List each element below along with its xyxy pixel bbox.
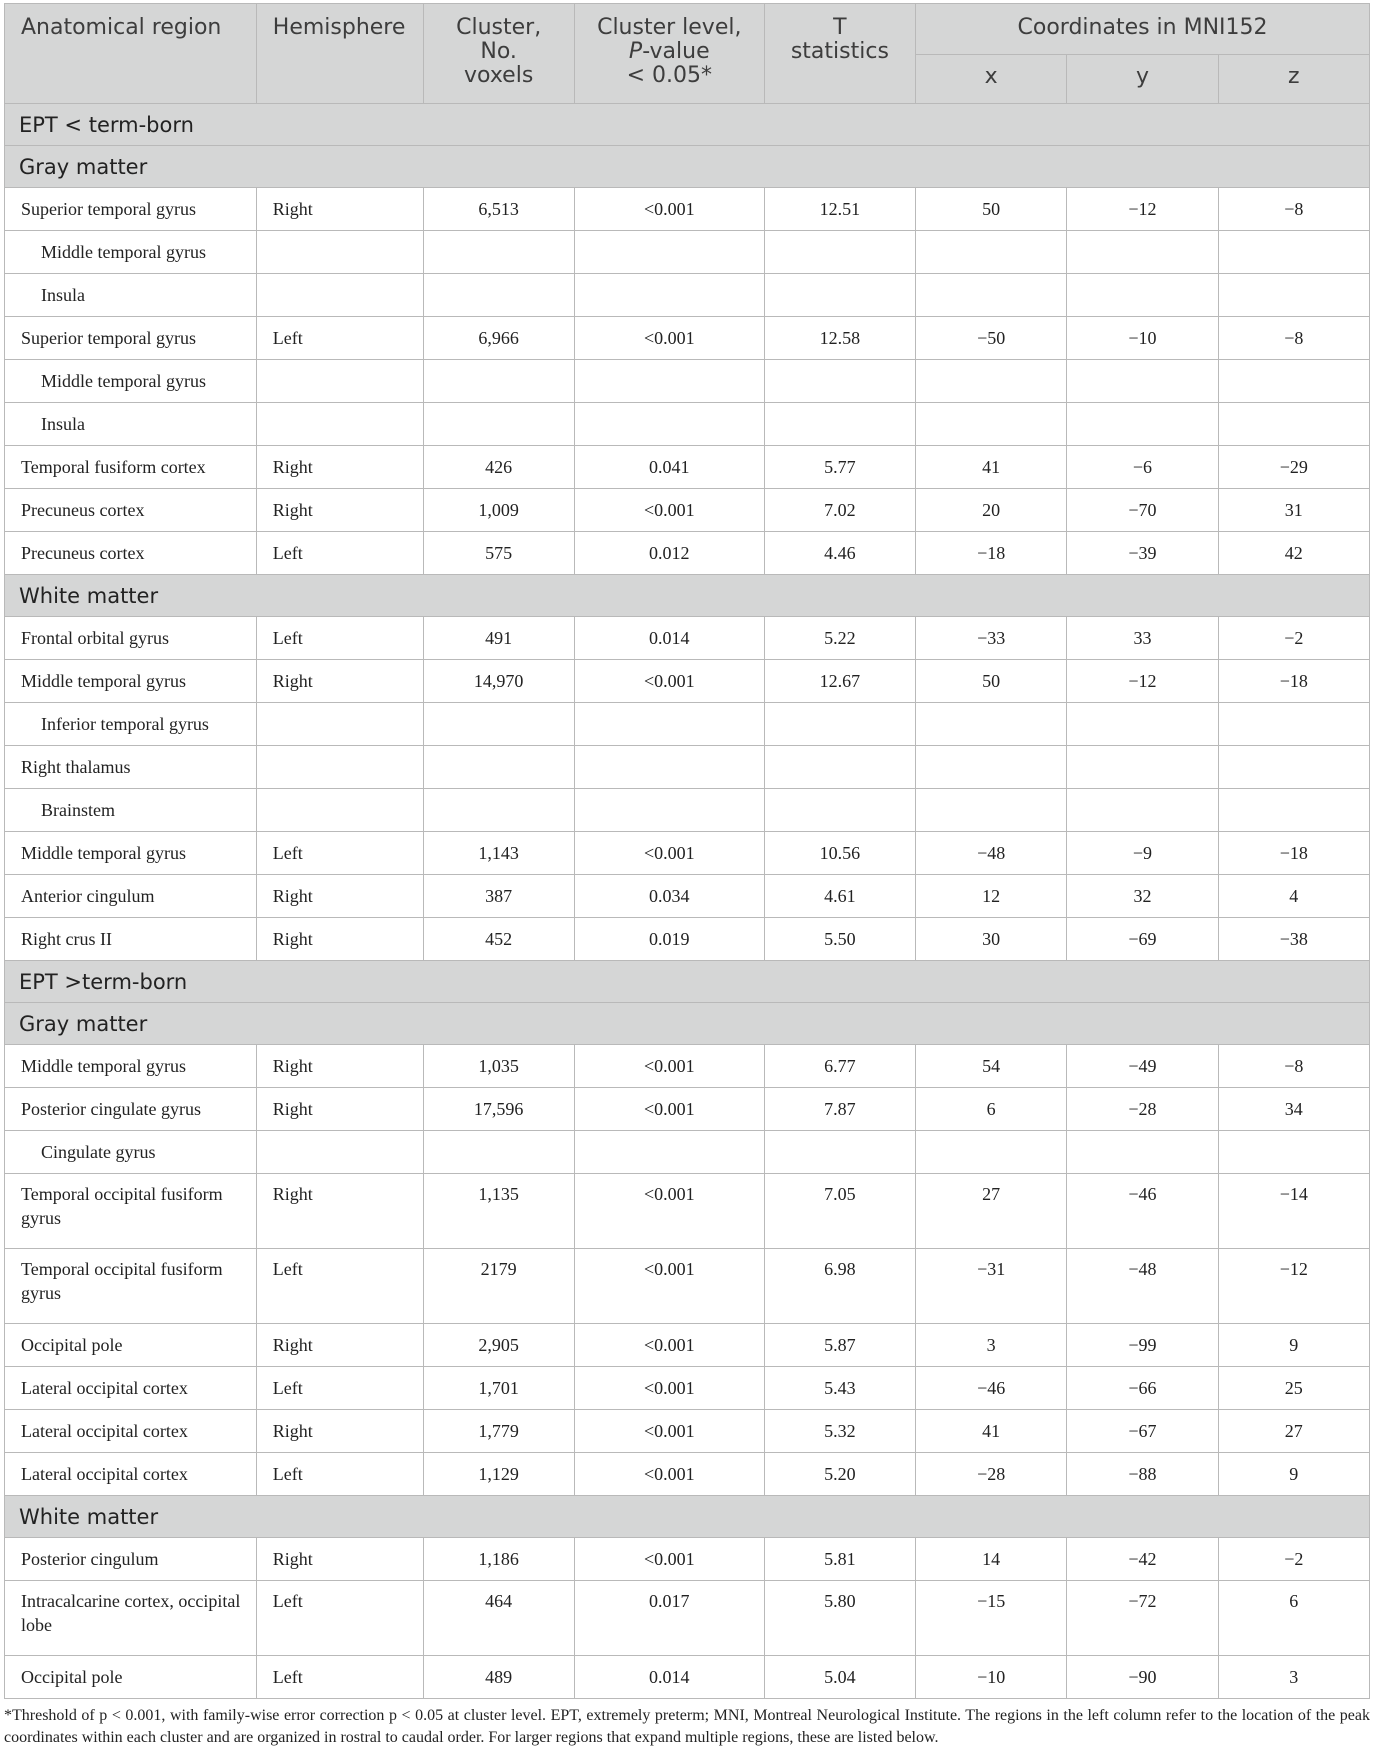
cell-cluster-voxels: 1,186 <box>423 1538 574 1581</box>
cell-anatomical-region: Insula <box>5 274 257 317</box>
cell-cluster-voxels <box>423 403 574 446</box>
cell-hemisphere: Right <box>256 1174 423 1249</box>
cell-anatomical-region: Intracalcarine cortex, occipital lobe <box>5 1581 257 1656</box>
header-cluster-voxels <box>423 4 574 104</box>
cell-anatomical-region: Lateral occipital cortex <box>5 1410 257 1453</box>
cell-x <box>916 703 1067 746</box>
cell-x <box>916 746 1067 789</box>
cell-p-value <box>574 703 764 746</box>
cell-t-statistic: 10.56 <box>764 832 915 875</box>
cell-anatomical-region: Lateral occipital cortex <box>5 1453 257 1496</box>
cell-anatomical-region: Right thalamus <box>5 746 257 789</box>
cell-hemisphere: Right <box>256 1324 423 1367</box>
cell-z <box>1218 403 1369 446</box>
cell-x: 20 <box>916 489 1067 532</box>
cell-cluster-voxels: 491 <box>423 617 574 660</box>
cell-z: −14 <box>1218 1174 1369 1249</box>
cell-t-statistic <box>764 360 915 403</box>
table-row <box>5 1367 1370 1410</box>
table-row <box>5 1131 1370 1174</box>
cell-z: −2 <box>1218 1538 1369 1581</box>
table-row <box>5 746 1370 789</box>
cell-z: −12 <box>1218 1249 1369 1324</box>
cell-anatomical-region: Middle temporal gyrus <box>5 660 257 703</box>
cell-p-value: 0.019 <box>574 918 764 961</box>
cell-anatomical-region: Inferior temporal gyrus <box>5 703 257 746</box>
cell-t-statistic: 4.46 <box>764 532 915 575</box>
cell-t-statistic: 7.87 <box>764 1088 915 1131</box>
comparison-row <box>5 104 1370 146</box>
cell-p-value: <0.001 <box>574 188 764 231</box>
tissue-group-title: Gray matter <box>5 1003 1370 1045</box>
cell-anatomical-region: Lateral occipital cortex <box>5 1367 257 1410</box>
cell-anatomical-region: Precuneus cortex <box>5 489 257 532</box>
cell-cluster-voxels: 575 <box>423 532 574 575</box>
table-row <box>5 660 1370 703</box>
table-footnote: *Threshold of p < 0.001, with family-wise error correction p < 0.05 at cluster level. EPT, extremely preterm; MNI, Montreal Neurological Institute. The regions in the left column refer to the location of the peak coordinates within each cluster and are organized in rostral to caudal order. For larger regions that expand multiple regions, these are listed below. <box>4 1707 1370 1746</box>
cell-p-value: <0.001 <box>574 1088 764 1131</box>
cell-p-value: <0.001 <box>574 1538 764 1581</box>
cell-cluster-voxels <box>423 231 574 274</box>
cell-hemisphere: Left <box>256 1249 423 1324</box>
cell-p-value <box>574 231 764 274</box>
cell-y: −9 <box>1067 832 1218 875</box>
cell-y: 33 <box>1067 617 1218 660</box>
cell-anatomical-region: Middle temporal gyrus <box>5 231 257 274</box>
header-t-statistics <box>764 4 915 104</box>
cell-x: 30 <box>916 918 1067 961</box>
tissue-group-row <box>5 575 1370 617</box>
cell-hemisphere <box>256 403 423 446</box>
cell-hemisphere <box>256 360 423 403</box>
cell-hemisphere: Right <box>256 1045 423 1088</box>
cell-x: 50 <box>916 660 1067 703</box>
cell-t-statistic <box>764 789 915 832</box>
table-row <box>5 188 1370 231</box>
cell-y: −88 <box>1067 1453 1218 1496</box>
cell-x: 41 <box>916 1410 1067 1453</box>
cell-z: −8 <box>1218 188 1369 231</box>
cell-z: 42 <box>1218 532 1369 575</box>
cell-anatomical-region: Temporal occipital fusiform gyrus <box>5 1174 257 1249</box>
table-row <box>5 1088 1370 1131</box>
table-row <box>5 446 1370 489</box>
cell-anatomical-region: Anterior cingulum <box>5 875 257 918</box>
cell-x: 54 <box>916 1045 1067 1088</box>
cell-hemisphere <box>256 789 423 832</box>
cell-cluster-voxels <box>423 789 574 832</box>
cell-x: −46 <box>916 1367 1067 1410</box>
cell-cluster-voxels: 2,905 <box>423 1324 574 1367</box>
cell-cluster-voxels <box>423 1131 574 1174</box>
cell-y: −69 <box>1067 918 1218 961</box>
cell-t-statistic: 5.77 <box>764 446 915 489</box>
cell-hemisphere: Right <box>256 1538 423 1581</box>
cell-t-statistic: 12.51 <box>764 188 915 231</box>
cell-cluster-voxels: 426 <box>423 446 574 489</box>
cell-x <box>916 274 1067 317</box>
results-table <box>4 3 1370 1699</box>
table-row <box>5 403 1370 446</box>
tissue-group-title: White matter <box>5 1496 1370 1538</box>
cell-cluster-voxels: 452 <box>423 918 574 961</box>
cell-y <box>1067 360 1218 403</box>
cell-y <box>1067 403 1218 446</box>
cell-hemisphere: Right <box>256 188 423 231</box>
table-row <box>5 1174 1370 1249</box>
cell-p-value <box>574 1131 764 1174</box>
header-cluster-level-p: P <box>628 39 643 64</box>
cell-anatomical-region: Superior temporal gyrus <box>5 188 257 231</box>
cell-t-statistic: 5.80 <box>764 1581 915 1656</box>
cell-z: 34 <box>1218 1088 1369 1131</box>
header-cluster-level-line1: Cluster level, <box>597 15 742 40</box>
table-body <box>5 104 1370 1699</box>
cell-hemisphere: Left <box>256 1367 423 1410</box>
header-x: x <box>916 55 1067 104</box>
table-row <box>5 1581 1370 1656</box>
cell-y <box>1067 231 1218 274</box>
cell-z: −18 <box>1218 832 1369 875</box>
cell-cluster-voxels: 387 <box>423 875 574 918</box>
cell-hemisphere <box>256 703 423 746</box>
cell-anatomical-region: Temporal fusiform cortex <box>5 446 257 489</box>
cell-p-value: <0.001 <box>574 832 764 875</box>
cell-t-statistic: 5.20 <box>764 1453 915 1496</box>
table-header <box>5 4 1370 104</box>
cell-anatomical-region: Brainstem <box>5 789 257 832</box>
cell-x: −50 <box>916 317 1067 360</box>
cell-x: −15 <box>916 1581 1067 1656</box>
table-row <box>5 532 1370 575</box>
cell-p-value: <0.001 <box>574 1174 764 1249</box>
table-row <box>5 1045 1370 1088</box>
cell-z: −18 <box>1218 660 1369 703</box>
cell-p-value: <0.001 <box>574 1249 764 1324</box>
header-t-line2: statistics <box>790 39 889 64</box>
cell-y: −12 <box>1067 660 1218 703</box>
cell-hemisphere: Left <box>256 1453 423 1496</box>
cell-t-statistic: 6.98 <box>764 1249 915 1324</box>
cell-z: −38 <box>1218 918 1369 961</box>
cell-p-value <box>574 746 764 789</box>
header-cluster-level-line2: -value <box>642 39 710 64</box>
cell-anatomical-region: Right crus II <box>5 918 257 961</box>
cell-p-value: <0.001 <box>574 1045 764 1088</box>
cell-x: 50 <box>916 188 1067 231</box>
cell-x: 41 <box>916 446 1067 489</box>
cell-cluster-voxels: 1,009 <box>423 489 574 532</box>
cell-hemisphere: Right <box>256 875 423 918</box>
cell-p-value: 0.014 <box>574 1656 764 1699</box>
header-anatomical-region: Anatomical region <box>5 4 257 104</box>
cell-x: 3 <box>916 1324 1067 1367</box>
cell-anatomical-region: Middle temporal gyrus <box>5 832 257 875</box>
tissue-group-row <box>5 1496 1370 1538</box>
cell-p-value: 0.041 <box>574 446 764 489</box>
cell-y: −28 <box>1067 1088 1218 1131</box>
cell-x: 14 <box>916 1538 1067 1581</box>
cell-p-value: 0.017 <box>574 1581 764 1656</box>
cell-hemisphere: Right <box>256 1410 423 1453</box>
cell-x: −10 <box>916 1656 1067 1699</box>
cell-x: 6 <box>916 1088 1067 1131</box>
cell-cluster-voxels <box>423 703 574 746</box>
cell-t-statistic: 6.77 <box>764 1045 915 1088</box>
cell-cluster-voxels: 6,966 <box>423 317 574 360</box>
cell-anatomical-region: Middle temporal gyrus <box>5 360 257 403</box>
cell-z: 9 <box>1218 1453 1369 1496</box>
cell-cluster-voxels: 1,779 <box>423 1410 574 1453</box>
cell-cluster-voxels <box>423 360 574 403</box>
table-row <box>5 1324 1370 1367</box>
cell-p-value: <0.001 <box>574 1410 764 1453</box>
table-row <box>5 489 1370 532</box>
cell-t-statistic: 7.05 <box>764 1174 915 1249</box>
table-row <box>5 317 1370 360</box>
cell-y <box>1067 274 1218 317</box>
cell-z: −8 <box>1218 1045 1369 1088</box>
cell-p-value <box>574 274 764 317</box>
tissue-group-title: White matter <box>5 575 1370 617</box>
header-cluster-line3: voxels <box>464 63 534 88</box>
table-row <box>5 832 1370 875</box>
cell-y: −90 <box>1067 1656 1218 1699</box>
cell-y <box>1067 789 1218 832</box>
cell-hemisphere: Left <box>256 317 423 360</box>
cell-hemisphere <box>256 231 423 274</box>
cell-anatomical-region: Occipital pole <box>5 1324 257 1367</box>
cell-x: 27 <box>916 1174 1067 1249</box>
cell-hemisphere: Right <box>256 446 423 489</box>
cell-y: −99 <box>1067 1324 1218 1367</box>
cell-x: −48 <box>916 832 1067 875</box>
header-z: z <box>1218 55 1369 104</box>
header-cluster-level-line3: < 0.05* <box>626 63 712 88</box>
cell-t-statistic <box>764 1131 915 1174</box>
cell-t-statistic: 5.81 <box>764 1538 915 1581</box>
cell-hemisphere: Left <box>256 617 423 660</box>
cell-z <box>1218 231 1369 274</box>
cell-x <box>916 1131 1067 1174</box>
cell-z <box>1218 274 1369 317</box>
cell-z <box>1218 360 1369 403</box>
cell-hemisphere: Right <box>256 660 423 703</box>
header-cluster-line2: No. <box>480 39 517 64</box>
cell-anatomical-region: Posterior cingulate gyrus <box>5 1088 257 1131</box>
cell-anatomical-region: Cingulate gyrus <box>5 1131 257 1174</box>
cell-z: 9 <box>1218 1324 1369 1367</box>
cell-cluster-voxels: 1,701 <box>423 1367 574 1410</box>
cell-z: −29 <box>1218 446 1369 489</box>
cell-x: −18 <box>916 532 1067 575</box>
cell-x: −28 <box>916 1453 1067 1496</box>
cell-t-statistic <box>764 746 915 789</box>
cell-x <box>916 231 1067 274</box>
cell-hemisphere <box>256 274 423 317</box>
table-row <box>5 1249 1370 1324</box>
cell-hemisphere <box>256 746 423 789</box>
table-row <box>5 1453 1370 1496</box>
cell-cluster-voxels: 2179 <box>423 1249 574 1324</box>
cell-t-statistic: 4.61 <box>764 875 915 918</box>
cell-y: −42 <box>1067 1538 1218 1581</box>
cell-hemisphere <box>256 1131 423 1174</box>
cell-p-value: 0.014 <box>574 617 764 660</box>
cell-z <box>1218 703 1369 746</box>
results-table-document <box>4 3 1370 1749</box>
cell-y: −46 <box>1067 1174 1218 1249</box>
cell-y: −66 <box>1067 1367 1218 1410</box>
cell-cluster-voxels <box>423 274 574 317</box>
cell-cluster-voxels: 17,596 <box>423 1088 574 1131</box>
cell-y: −12 <box>1067 188 1218 231</box>
table-row <box>5 1656 1370 1699</box>
cell-z: 4 <box>1218 875 1369 918</box>
cell-hemisphere: Right <box>256 1088 423 1131</box>
cell-p-value <box>574 360 764 403</box>
cell-z <box>1218 789 1369 832</box>
header-y: y <box>1067 55 1218 104</box>
tissue-group-row <box>5 1003 1370 1045</box>
table-row <box>5 875 1370 918</box>
cell-p-value: <0.001 <box>574 1453 764 1496</box>
cell-p-value: 0.012 <box>574 532 764 575</box>
cell-t-statistic: 12.58 <box>764 317 915 360</box>
cell-y <box>1067 746 1218 789</box>
cell-y: −49 <box>1067 1045 1218 1088</box>
cell-p-value: <0.001 <box>574 489 764 532</box>
cell-t-statistic <box>764 703 915 746</box>
cell-t-statistic: 5.87 <box>764 1324 915 1367</box>
header-coordinates: Coordinates in MNI152 <box>916 4 1370 55</box>
cell-anatomical-region: Temporal occipital fusiform gyrus <box>5 1249 257 1324</box>
cell-cluster-voxels: 14,970 <box>423 660 574 703</box>
cell-cluster-voxels <box>423 746 574 789</box>
cell-anatomical-region: Middle temporal gyrus <box>5 1045 257 1088</box>
cell-t-statistic <box>764 403 915 446</box>
cell-y <box>1067 1131 1218 1174</box>
table-row <box>5 231 1370 274</box>
cell-hemisphere: Left <box>256 1656 423 1699</box>
table-row <box>5 274 1370 317</box>
table-row <box>5 360 1370 403</box>
cell-z <box>1218 1131 1369 1174</box>
cell-cluster-voxels: 1,129 <box>423 1453 574 1496</box>
header-cluster-line1: Cluster, <box>456 15 542 40</box>
table-row <box>5 789 1370 832</box>
cell-t-statistic: 5.04 <box>764 1656 915 1699</box>
comparison-title: EPT < term-born <box>5 104 1370 146</box>
cell-t-statistic <box>764 231 915 274</box>
cell-t-statistic: 12.67 <box>764 660 915 703</box>
cell-z: 25 <box>1218 1367 1369 1410</box>
cell-hemisphere: Left <box>256 532 423 575</box>
table-row <box>5 617 1370 660</box>
cell-p-value: 0.034 <box>574 875 764 918</box>
cell-y: −72 <box>1067 1581 1218 1656</box>
table-row <box>5 703 1370 746</box>
cell-z <box>1218 746 1369 789</box>
cell-anatomical-region: Occipital pole <box>5 1656 257 1699</box>
cell-x <box>916 360 1067 403</box>
cell-t-statistic: 5.32 <box>764 1410 915 1453</box>
cell-z: −2 <box>1218 617 1369 660</box>
cell-y: −48 <box>1067 1249 1218 1324</box>
cell-t-statistic: 5.43 <box>764 1367 915 1410</box>
cell-p-value: <0.001 <box>574 317 764 360</box>
cell-z: 3 <box>1218 1656 1369 1699</box>
cell-hemisphere: Right <box>256 489 423 532</box>
cell-cluster-voxels: 1,143 <box>423 832 574 875</box>
cell-z: −8 <box>1218 317 1369 360</box>
cell-y: −10 <box>1067 317 1218 360</box>
header-hemisphere: Hemisphere <box>256 4 423 104</box>
cell-x: −33 <box>916 617 1067 660</box>
cell-z: 27 <box>1218 1410 1369 1453</box>
cell-x: 12 <box>916 875 1067 918</box>
cell-p-value <box>574 403 764 446</box>
cell-x: −31 <box>916 1249 1067 1324</box>
cell-cluster-voxels: 464 <box>423 1581 574 1656</box>
cell-t-statistic: 7.02 <box>764 489 915 532</box>
cell-y: −70 <box>1067 489 1218 532</box>
cell-hemisphere: Left <box>256 1581 423 1656</box>
table-row <box>5 1538 1370 1581</box>
cell-y: −67 <box>1067 1410 1218 1453</box>
cell-p-value <box>574 789 764 832</box>
cell-t-statistic <box>764 274 915 317</box>
table-row <box>5 1410 1370 1453</box>
tissue-group-row <box>5 146 1370 188</box>
cell-cluster-voxels: 1,135 <box>423 1174 574 1249</box>
cell-x <box>916 403 1067 446</box>
cell-z: 31 <box>1218 489 1369 532</box>
cell-anatomical-region: Posterior cingulum <box>5 1538 257 1581</box>
cell-y: −6 <box>1067 446 1218 489</box>
cell-anatomical-region: Frontal orbital gyrus <box>5 617 257 660</box>
cell-p-value: <0.001 <box>574 1367 764 1410</box>
cell-anatomical-region: Superior temporal gyrus <box>5 317 257 360</box>
header-cluster-level <box>574 4 764 104</box>
cell-p-value: <0.001 <box>574 1324 764 1367</box>
cell-p-value: <0.001 <box>574 660 764 703</box>
header-t-line1: T <box>833 15 847 40</box>
comparison-row <box>5 961 1370 1003</box>
tissue-group-title: Gray matter <box>5 146 1370 188</box>
cell-y <box>1067 703 1218 746</box>
cell-x <box>916 789 1067 832</box>
cell-cluster-voxels: 6,513 <box>423 188 574 231</box>
cell-cluster-voxels: 489 <box>423 1656 574 1699</box>
cell-hemisphere: Left <box>256 832 423 875</box>
cell-t-statistic: 5.50 <box>764 918 915 961</box>
cell-anatomical-region: Insula <box>5 403 257 446</box>
cell-y: −39 <box>1067 532 1218 575</box>
table-row <box>5 918 1370 961</box>
cell-anatomical-region: Precuneus cortex <box>5 532 257 575</box>
cell-t-statistic: 5.22 <box>764 617 915 660</box>
cell-hemisphere: Right <box>256 918 423 961</box>
cell-z: 6 <box>1218 1581 1369 1656</box>
cell-y: 32 <box>1067 875 1218 918</box>
comparison-title: EPT >term-born <box>5 961 1370 1003</box>
cell-cluster-voxels: 1,035 <box>423 1045 574 1088</box>
